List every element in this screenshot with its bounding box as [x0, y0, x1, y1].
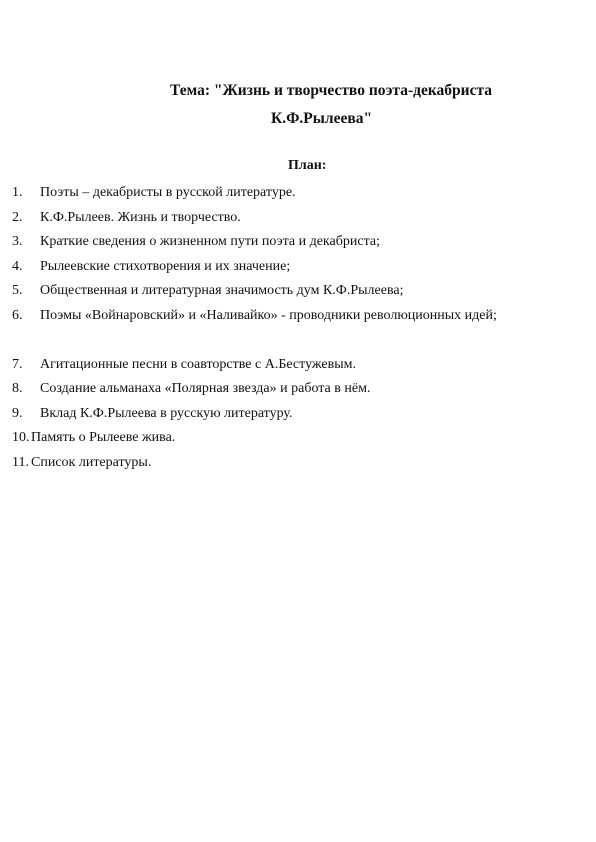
plan-list	[0, 184, 596, 478]
plan-item-11	[0, 454, 596, 479]
title-text-1: Тема: "Жизнь и творчество поэта-декабриста	[170, 82, 493, 99]
plan-item-number: 11.	[12, 454, 29, 470]
plan-item-text: Создание альманаха «Полярная звезда» и работа в нём.	[40, 381, 371, 396]
plan-heading: План:	[288, 158, 327, 173]
plan-item-4	[0, 258, 596, 283]
plan-item-number: 4.	[12, 258, 23, 274]
plan-item-number: 3.	[12, 234, 23, 249]
plan-item-number: 8.	[12, 381, 23, 396]
plan-item-text: Поэмы «Войнаровский» и «Наливайко» - проводники революционных идей;	[40, 307, 497, 323]
plan-item-1	[0, 184, 596, 209]
plan-item-text: Список литературы.	[31, 454, 152, 470]
plan-item-2	[0, 209, 596, 234]
plan-item-text: Память о Рылееве жива.	[31, 430, 176, 445]
title-text-2: К.Ф.Рылеева"	[271, 110, 373, 127]
plan-item-9	[0, 405, 596, 430]
plan-item-number: 5.	[12, 283, 23, 298]
plan-item-text: Агитационные песни в соавторстве с А.Бестужевым.	[40, 356, 356, 372]
plan-item-number: 1.	[12, 185, 23, 200]
plan-item-text: Вклад К.Ф.Рылеева в русскую литературу.	[40, 405, 293, 421]
plan-item-3	[0, 233, 596, 258]
plan-item-text: Общественная и литературная значимость дум К.Ф.Рылеева;	[40, 283, 404, 298]
plan-item-8	[0, 380, 596, 405]
plan-item-number: 7.	[12, 356, 23, 372]
plan-item-text: Краткие сведения о жизненном пути поэта и декабриста;	[40, 234, 380, 249]
plan-item-number: 9.	[12, 405, 23, 421]
plan-item-6	[0, 307, 596, 356]
plan-item-text: Рылеевские стихотворения и их значение;	[40, 258, 291, 274]
plan-item-7	[0, 356, 596, 381]
plan-item-text: Поэты – декабристы в русской литературе.	[40, 185, 296, 200]
plan-item-number: 6.	[12, 307, 23, 323]
plan-item-text: К.Ф.Рылеев. Жизнь и творчество.	[40, 209, 241, 225]
plan-item-number: 2.	[12, 209, 23, 225]
plan-item-10	[0, 429, 596, 454]
plan-item-number: 10.	[12, 430, 30, 445]
